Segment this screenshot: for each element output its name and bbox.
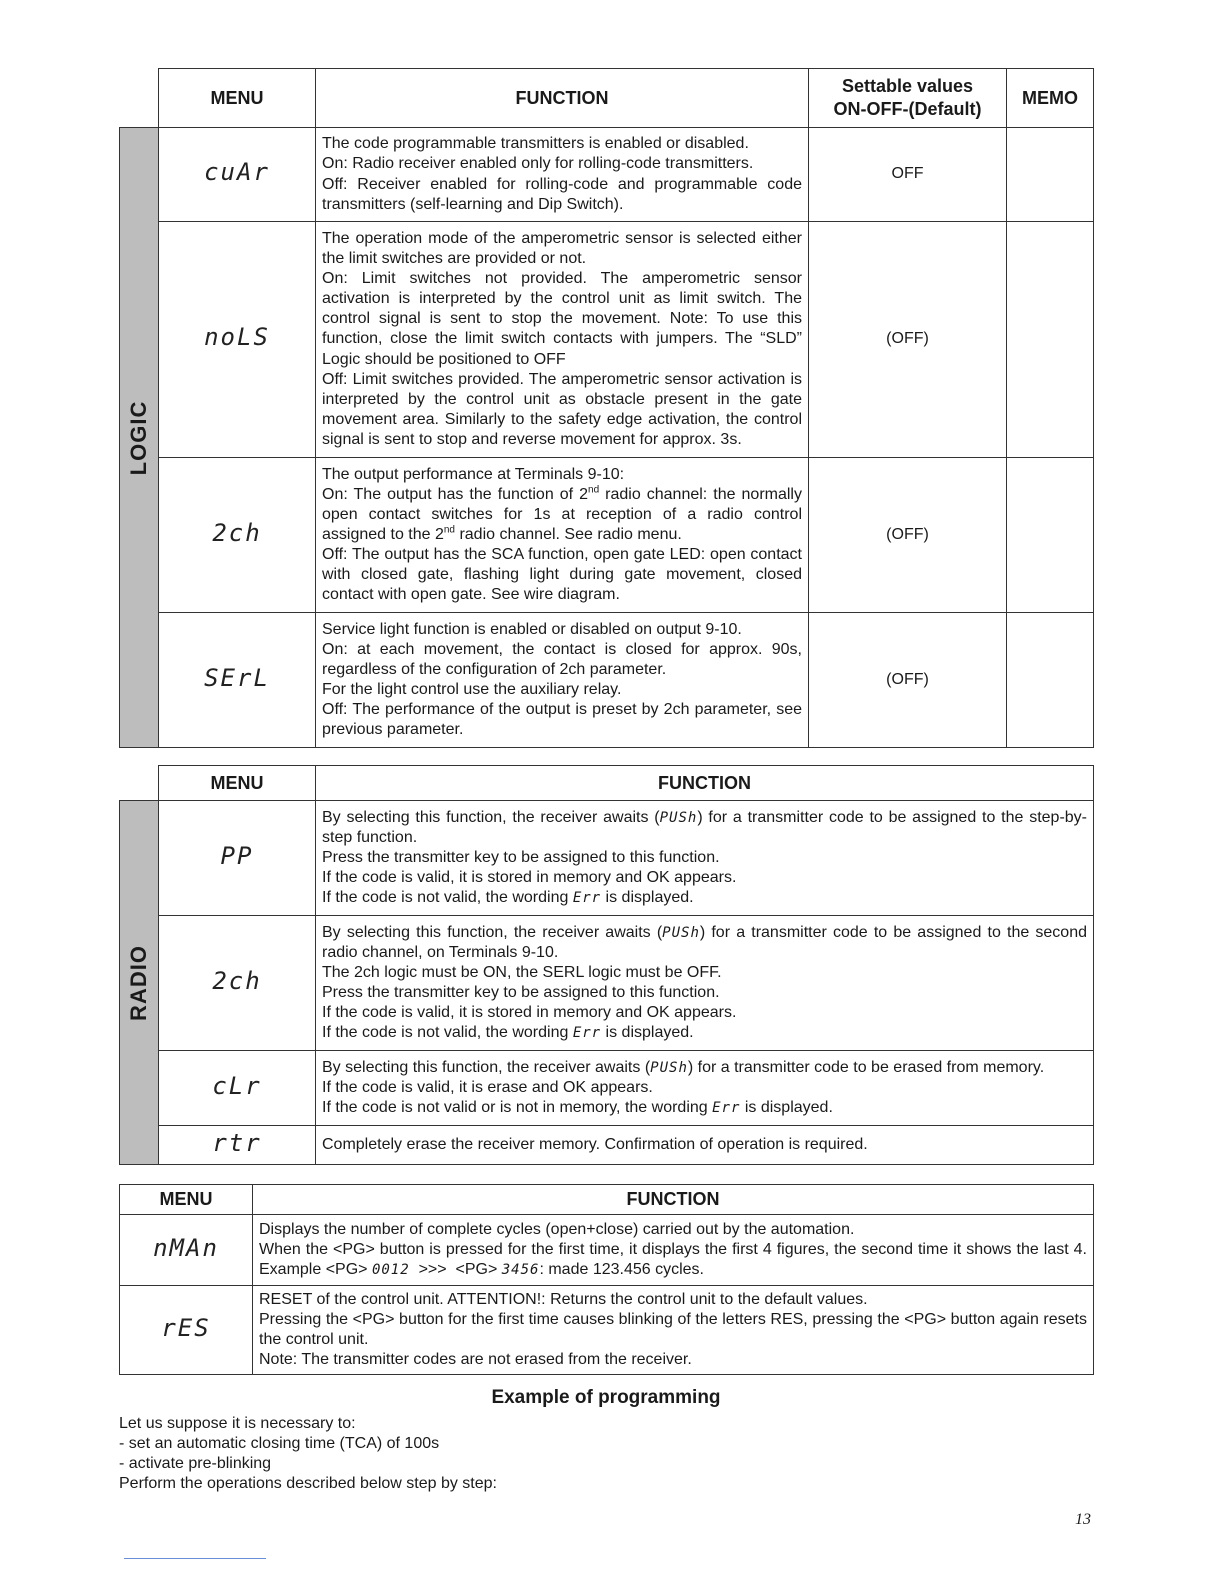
text-line: Press the transmitter key to be assigned to this function. xyxy=(322,984,720,1001)
text-segment: is displayed. xyxy=(740,1099,833,1117)
function-text xyxy=(316,916,1094,1051)
text-segment: ) for a transmitter code to be assigned to the step-by-step function. xyxy=(322,808,1087,846)
text-line: Off: Limit switches provided. The amperometric sensor activation is interpreted by the control unit as obstacle present in the gate movement area. Similarly to the safety edge activation, the control signal is sent to stop and reverse movement for approx. 3s. xyxy=(322,370,802,448)
display-digits: 3456 xyxy=(501,1262,540,1279)
text-segment: >>> <PG> xyxy=(409,1261,502,1279)
text-line: Off: The performance of the output is preset by 2ch parameter, see previous parameter. xyxy=(322,701,802,739)
corner-blank xyxy=(120,69,159,128)
text-segment: is displayed. xyxy=(601,1024,694,1042)
text-segment: If the code is not valid, the wording xyxy=(322,889,573,907)
function-text xyxy=(316,458,809,613)
corner-blank xyxy=(120,766,159,801)
text-line xyxy=(322,888,1087,908)
text-segment: If the code is not valid, the wording xyxy=(322,1024,573,1042)
text-line: Displays the number of complete cycles (open+close) carried out by the automation. xyxy=(259,1220,855,1238)
text-segment: If the code is not valid or is not in memory, the wording xyxy=(322,1099,713,1117)
settable-values-line1: Settable values xyxy=(841,76,974,96)
menu-header: MENU xyxy=(159,69,316,128)
code-nols: noLS xyxy=(204,323,270,352)
err-code: Err xyxy=(712,1100,741,1117)
text-line: Let us suppose it is necessary to: xyxy=(119,1415,356,1432)
code-cuar: cuAr xyxy=(204,158,270,187)
text-segment: radio channel: the normally open contact switches for 1s at reception of a radio control assigned to the 2 xyxy=(322,485,802,543)
code-2ch-radio: 2ch xyxy=(212,966,262,995)
memo-header: MEMO xyxy=(1007,69,1094,128)
text-line xyxy=(322,485,802,545)
text-line: Off: Receiver enabled for rolling-code and programmable code transmitters (self-learning and Dip Switch). xyxy=(322,175,802,213)
err-code: Err xyxy=(572,1025,602,1042)
code-nman: nMAn xyxy=(153,1233,219,1262)
menu-code xyxy=(159,916,316,1051)
text-line: If the code is valid, it is stored in memory and OK appears. xyxy=(322,869,737,887)
function-text xyxy=(316,1051,1094,1126)
footer-rule xyxy=(124,1558,266,1559)
menu-code xyxy=(159,128,316,222)
text-segment: : made 123.456 cycles. xyxy=(539,1261,704,1279)
text-line: On: at each movement, the contact is closed for approx. 90s, regardless of the configuration of 2ch parameter. xyxy=(322,640,802,678)
code-pp: PP xyxy=(220,841,254,870)
text-segment: is displayed. xyxy=(601,889,694,907)
menu-code xyxy=(120,1286,253,1375)
text-line: Note: The transmitter codes are not erased from the receiver. xyxy=(259,1351,692,1369)
function-text xyxy=(253,1215,1094,1286)
memo-cell xyxy=(1007,458,1094,613)
text-line: - activate pre-blinking xyxy=(119,1455,272,1472)
text-line: The code programmable transmitters is enabled or disabled. xyxy=(322,135,749,153)
function-header: FUNCTION xyxy=(316,69,809,128)
text-line: On: Radio receiver enabled only for rolling-code transmitters. xyxy=(322,155,754,173)
text-line: For the light control use the auxiliary relay. xyxy=(322,681,622,698)
text-segment: When the <PG> button is pressed for the first time, it displays the first 4 figures, the second time it shows the last 4. Example <PG> xyxy=(259,1240,1087,1279)
default-value: OFF xyxy=(809,128,1007,222)
text-line: - set an automatic closing time (TCA) of 100s xyxy=(119,1435,440,1452)
function-text xyxy=(316,613,809,748)
text-segment: By selecting this function, the receiver awaits ( xyxy=(322,1058,651,1076)
err-code: Err xyxy=(572,890,602,907)
text-segment: By selecting this function, the receiver awaits ( xyxy=(322,808,660,826)
text-segment: On: The output has the function of 2 xyxy=(322,485,589,503)
text-line: If the code is valid, it is stored in memory and OK appears. xyxy=(322,1004,737,1022)
menu-code xyxy=(159,801,316,916)
function-text xyxy=(316,128,809,222)
code-2ch: 2ch xyxy=(212,518,262,547)
menu-header: MENU xyxy=(120,1185,253,1215)
function-header: FUNCTION xyxy=(316,766,1094,801)
settable-values-line2: ON-OFF-(Default) xyxy=(833,99,982,119)
text-line: If the code is valid, it is erase and OK appears. xyxy=(322,1078,653,1096)
default-value: (OFF) xyxy=(809,458,1007,613)
text-line xyxy=(322,808,1087,848)
radio-side-band xyxy=(120,801,159,1165)
text-line xyxy=(322,1098,1087,1118)
superscript: nd xyxy=(443,524,455,536)
push-code: PUSh xyxy=(659,809,698,826)
counter-reset-table xyxy=(119,1184,1094,1375)
text-segment: ) for a transmitter code to be erased from memory. xyxy=(687,1058,1045,1076)
code-clr: cLr xyxy=(212,1071,262,1100)
logic-table xyxy=(119,68,1094,748)
example-paragraph xyxy=(119,1414,497,1494)
logic-side-label: LOGIC xyxy=(125,400,151,475)
text-line xyxy=(259,1240,1087,1280)
text-line: Pressing the <PG> button for the first time causes blinking of the letters RES, pressing the <PG> button again resets the control unit. xyxy=(259,1311,1087,1349)
text-segment: By selecting this function, the receiver awaits ( xyxy=(322,923,663,941)
text-segment: radio channel. See radio menu. xyxy=(455,525,682,543)
display-digits: 0012 xyxy=(371,1262,410,1279)
default-value: (OFF) xyxy=(809,613,1007,748)
text-line: The operation mode of the amperometric sensor is selected either the limit switches are provided or not. xyxy=(322,229,802,268)
text-line: Service light function is enabled or disabled on output 9-10. xyxy=(322,620,742,638)
radio-side-label: RADIO xyxy=(125,944,151,1021)
code-res: rES xyxy=(161,1314,211,1343)
memo-cell xyxy=(1007,613,1094,748)
text-line: The 2ch logic must be ON, the SERL logic must be OFF. xyxy=(322,963,722,981)
function-text xyxy=(316,801,1094,916)
text-line: Press the transmitter key to be assigned to this function. xyxy=(322,848,720,866)
text-line: On: Limit switches not provided. The amperometric sensor activation is interpreted by the control unit as limit switch. The control signal is sent to stop the movement. Note: To use this function, close the limit switch contacts with jumpers. The “SLD” Logic should be positioned to OFF xyxy=(322,270,802,368)
code-rtr: rtr xyxy=(212,1128,262,1157)
push-code: PUSh xyxy=(662,924,700,941)
menu-code xyxy=(159,1126,316,1165)
default-value: (OFF) xyxy=(809,222,1007,458)
memo-cell xyxy=(1007,128,1094,222)
text-line: Off: The output has the SCA function, open gate LED: open contact with closed gate, flashing light during gate movement, closed contact with open gate. See wire diagram. xyxy=(322,546,802,604)
example-heading: Example of programming xyxy=(491,1387,721,1408)
menu-code xyxy=(159,613,316,748)
text-line: Perform the operations described below step by step: xyxy=(119,1475,497,1492)
logic-side-band xyxy=(120,128,159,748)
menu-header: MENU xyxy=(159,766,316,801)
menu-code xyxy=(159,458,316,613)
text-line: RESET of the control unit. ATTENTION!: Returns the control unit to the default values. xyxy=(259,1291,868,1308)
menu-code xyxy=(159,1051,316,1126)
menu-code xyxy=(120,1215,253,1286)
superscript: nd xyxy=(588,484,600,496)
push-code: PUSh xyxy=(650,1059,688,1076)
function-header: FUNCTION xyxy=(253,1185,1094,1215)
code-serl: SErL xyxy=(204,663,270,692)
radio-table xyxy=(119,765,1094,1165)
memo-cell xyxy=(1007,222,1094,458)
page-number: 13 xyxy=(1075,1511,1091,1528)
menu-code xyxy=(159,222,316,458)
function-text: Completely erase the receiver memory. Confirmation of operation is required. xyxy=(316,1126,1094,1165)
text-line xyxy=(322,1058,1087,1078)
text-segment: ) for a transmitter code to be assigned to the second radio channel, on Terminals 9-10. xyxy=(322,923,1088,961)
settable-values-header xyxy=(809,69,1007,128)
function-text xyxy=(316,222,809,458)
function-text xyxy=(253,1286,1094,1375)
text-line xyxy=(322,1023,1087,1043)
text-line xyxy=(322,923,1087,963)
text-line: The output performance at Terminals 9-10: xyxy=(322,465,625,483)
